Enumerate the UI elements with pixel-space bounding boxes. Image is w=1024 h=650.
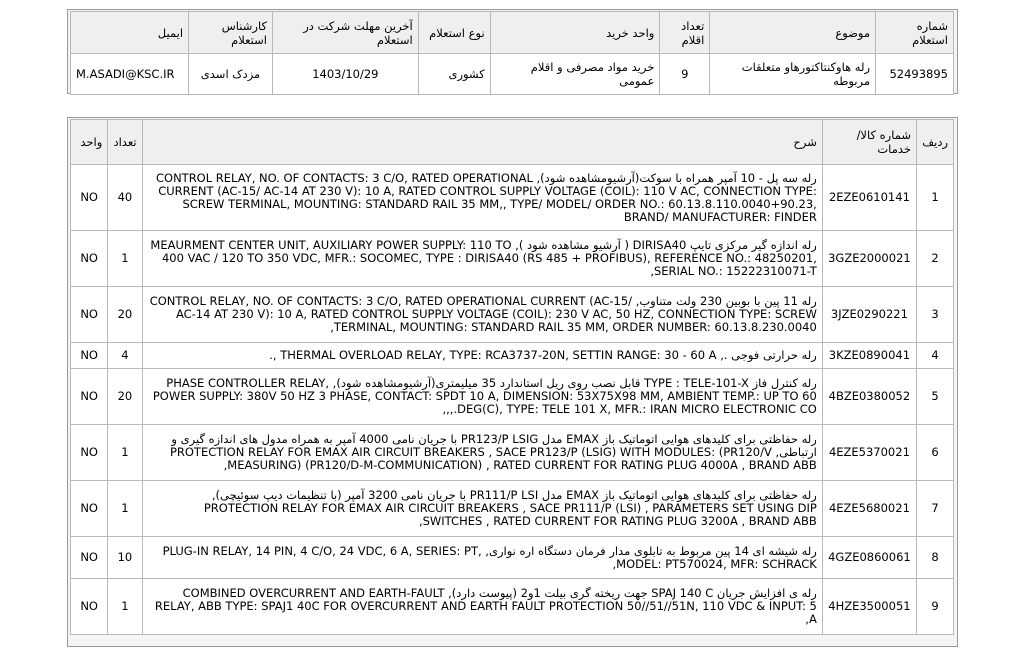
header-row-no: ردیف: [917, 120, 954, 165]
item-unit: NO: [71, 537, 108, 579]
row-number: 2: [917, 231, 954, 287]
table-row: [71, 231, 954, 287]
header-inquiry-no: شماره استعلام: [876, 12, 954, 54]
item-unit: NO: [71, 231, 108, 287]
table-row: [71, 287, 954, 343]
row-number: 7: [917, 481, 954, 537]
item-description: رله کنترل فاز TYPE : TELE-101-X قابل نصب روی ریل استاندارد 35 میلیمتری(آرشیومشاهده شود), PHASE CONTROLLER RELAY, POWER SUPPLY: 380V 50 HZ 3 PHASE, CONTACT: SPDT 10 A, DIMENSION: 53X75X98 MM, AMBIENT TEMP.: UP TO 60 DEG(C), TYPE: TELE 101 X, MFR.: IRAN MICRO ELECTRONIC CO.,,,: [142, 369, 822, 425]
item-description: رله 11 پین با بوبین 230 ولت متناوب, CONTROL RELAY, NO. OF CONTACTS: 3 C/O, RATED OPERATIONAL CURRENT (AC-15/ AC-14 AT 230 V): 10 A, RATED CONTROL SUPPLY VOLTAGE (COIL): 230 V AC, 50 HZ, CONNECTION TYPE: SCREW TERMINAL, MOUNTING: STANDARD RAIL 35 MM, ORDER NUMBER: 60.13.8.230.0040,: [142, 287, 822, 343]
row-number: 6: [917, 425, 954, 481]
item-code: 3GZE2000021: [822, 231, 916, 287]
item-unit: NO: [71, 343, 108, 369]
header-description: شرح: [142, 120, 822, 165]
item-code: 4EZE5370021: [822, 425, 916, 481]
expert-email: M.ASADI@KSC.IR: [71, 54, 189, 95]
header-subject: موضوع: [710, 12, 876, 54]
deadline: 1403/10/29: [272, 54, 418, 95]
item-code: 4BZE0380052: [822, 369, 916, 425]
table-row: [71, 481, 954, 537]
item-description: رله اندازه گیر مرکزی تایپ DIRISA40 ( آرشیو مشاهده شود ), MEAURMENT CENTER UNIT, AUXILIARY POWER SUPPLY: 110 TO 400 VAC / 120 TO 350 VDC, MFR.: SOCOMEC, TYPE : DIRISA40 (RS 485 + PROFIBUS), REFERENCE NO.: 48250201, SERIAL NO.: 15222310071-T,: [142, 231, 822, 287]
header-buyer-unit: واحد خرید: [490, 12, 660, 54]
row-number: 9: [917, 579, 954, 635]
item-unit: NO: [71, 369, 108, 425]
item-quantity: 20: [108, 287, 142, 343]
header-item-code: شماره کالا/خدمات: [822, 120, 916, 165]
item-quantity: 4: [108, 343, 142, 369]
item-code: 3KZE0890041: [822, 343, 916, 369]
item-description: رله سه پل - 10 آمپر همراه با سوکت(آرشیومشاهده شود), CONTROL RELAY, NO. OF CONTACTS: 3 C/O, RATED OPERATIONAL CURRENT (AC-15/ AC-14 AT 230 V): 10 A, RATED CONTROL SUPPLY VOLTAGE (COIL): 110 V AC, CONNECTION TYPE: SCREW TERMINAL, MOUNTING: STANDARD RAIL 35 MM,, TYPE/ MODEL/ ORDER NO.: 60.13.8.110.0040+90.23, BRAND/ MANUFACTURER: FINDER: [142, 165, 822, 231]
item-quantity: 1: [108, 231, 142, 287]
summary-row: [71, 54, 954, 95]
table-row: [71, 579, 954, 635]
table-row: [71, 537, 954, 579]
buyer-unit: خرید مواد مصرفی و اقلام عمومی: [490, 54, 660, 95]
item-description: رله حفاظتی برای کلیدهای هوایی اتوماتیک باز EMAX مدل PR111/P LSI با جریان نامی 3200 آمپر (با تنظیمات دیپ سوئیچی), PROTECTION RELAY FOR EMAX AIR CIRCUIT BREAKERS , SACE PR111/P (LSI) , PARAMETERS SET USING DIP SWITCHES , RATED CURRENT FOR RATING PLUG 3200A , BRAND ABB,: [142, 481, 822, 537]
items-table: [70, 119, 954, 635]
item-code: 2EZE0610141: [822, 165, 916, 231]
summary-header-row: [71, 12, 954, 54]
row-number: 5: [917, 369, 954, 425]
item-unit: NO: [71, 579, 108, 635]
item-quantity: 1: [108, 481, 142, 537]
item-code: 4GZE0860061: [822, 537, 916, 579]
header-inquiry-type: نوع استعلام: [418, 12, 490, 54]
item-description: رله حرارتی فوجی ., THERMAL OVERLOAD RELAY, TYPE: RCA3737-20N, SETTIN RANGE: 30 - 60 A ,.: [142, 343, 822, 369]
row-number: 4: [917, 343, 954, 369]
table-row: [71, 425, 954, 481]
inquiry-number: 52493895: [876, 54, 954, 95]
item-code: 4EZE5680021: [822, 481, 916, 537]
table-row: [71, 343, 954, 369]
row-number: 8: [917, 537, 954, 579]
item-unit: NO: [71, 165, 108, 231]
item-quantity: 10: [108, 537, 142, 579]
item-quantity: 40: [108, 165, 142, 231]
item-unit: NO: [71, 481, 108, 537]
table-row: [71, 165, 954, 231]
header-expert: کارشناس استعلام: [189, 12, 273, 54]
item-quantity: 1: [108, 425, 142, 481]
item-unit: NO: [71, 287, 108, 343]
item-quantity: 1: [108, 579, 142, 635]
summary-table: [70, 11, 954, 95]
inquiry-subject: رله هاوکنتاکتورهاو متعلقات مربوطه: [710, 54, 876, 95]
item-description: رله ی افزایش جریان SPAJ 140 C جهت ریخته گری بیلت 1و2 (پیوست دارد), COMBINED OVERCURRENT AND EARTH-FAULT RELAY, ABB TYPE: SPAJ1 40C FOR OVERCURRENT AND EARTH FAULT PROTECTION 50//51//51N, 110 VDC & INPUT: 5 A,: [142, 579, 822, 635]
header-item-count: تعداد اقلام: [660, 12, 710, 54]
item-count: 9: [660, 54, 710, 95]
items-header-row: [71, 120, 954, 165]
inquiry-type: کشوری: [418, 54, 490, 95]
item-description: رله حفاظتی برای کلیدهای هوایی اتوماتیک باز EMAX مدل PR123/P LSIG با جریان نامی 4000 آمپر به همراه مدول های اندازه گیری و ارتباطی, PROTECTION RELAY FOR EMAX AIR CIRCUIT BREAKERS , SACE PR123/P (LSIG) WITH MODULES: (PR120/V MEASURING) (PR120/D-M-COMMUNICATION) , RATED CURRENT FOR RATING PLUG 4000A , BRAND ABB,: [142, 425, 822, 481]
item-unit: NO: [71, 425, 108, 481]
header-deadline: آخرین مهلت شرکت در استعلام: [272, 12, 418, 54]
header-quantity: تعداد: [108, 120, 142, 165]
row-number: 1: [917, 165, 954, 231]
row-number: 3: [917, 287, 954, 343]
header-unit: واحد: [71, 120, 108, 165]
item-code: 3JZE0290221: [822, 287, 916, 343]
item-code: 4HZE3500051: [822, 579, 916, 635]
expert-name: مزدک اسدی: [189, 54, 273, 95]
item-description: رله شیشه ای 14 پین مربوط به تابلوی مدار فرمان دستگاه اره نواری, PLUG-IN RELAY, 14 PIN, 4 C/O, 24 VDC, 6 A, SERIES: PT, MODEL: PT570024, MFR: SCHRACK,: [142, 537, 822, 579]
header-email: ایمیل: [71, 12, 189, 54]
table-row: [71, 369, 954, 425]
item-quantity: 20: [108, 369, 142, 425]
